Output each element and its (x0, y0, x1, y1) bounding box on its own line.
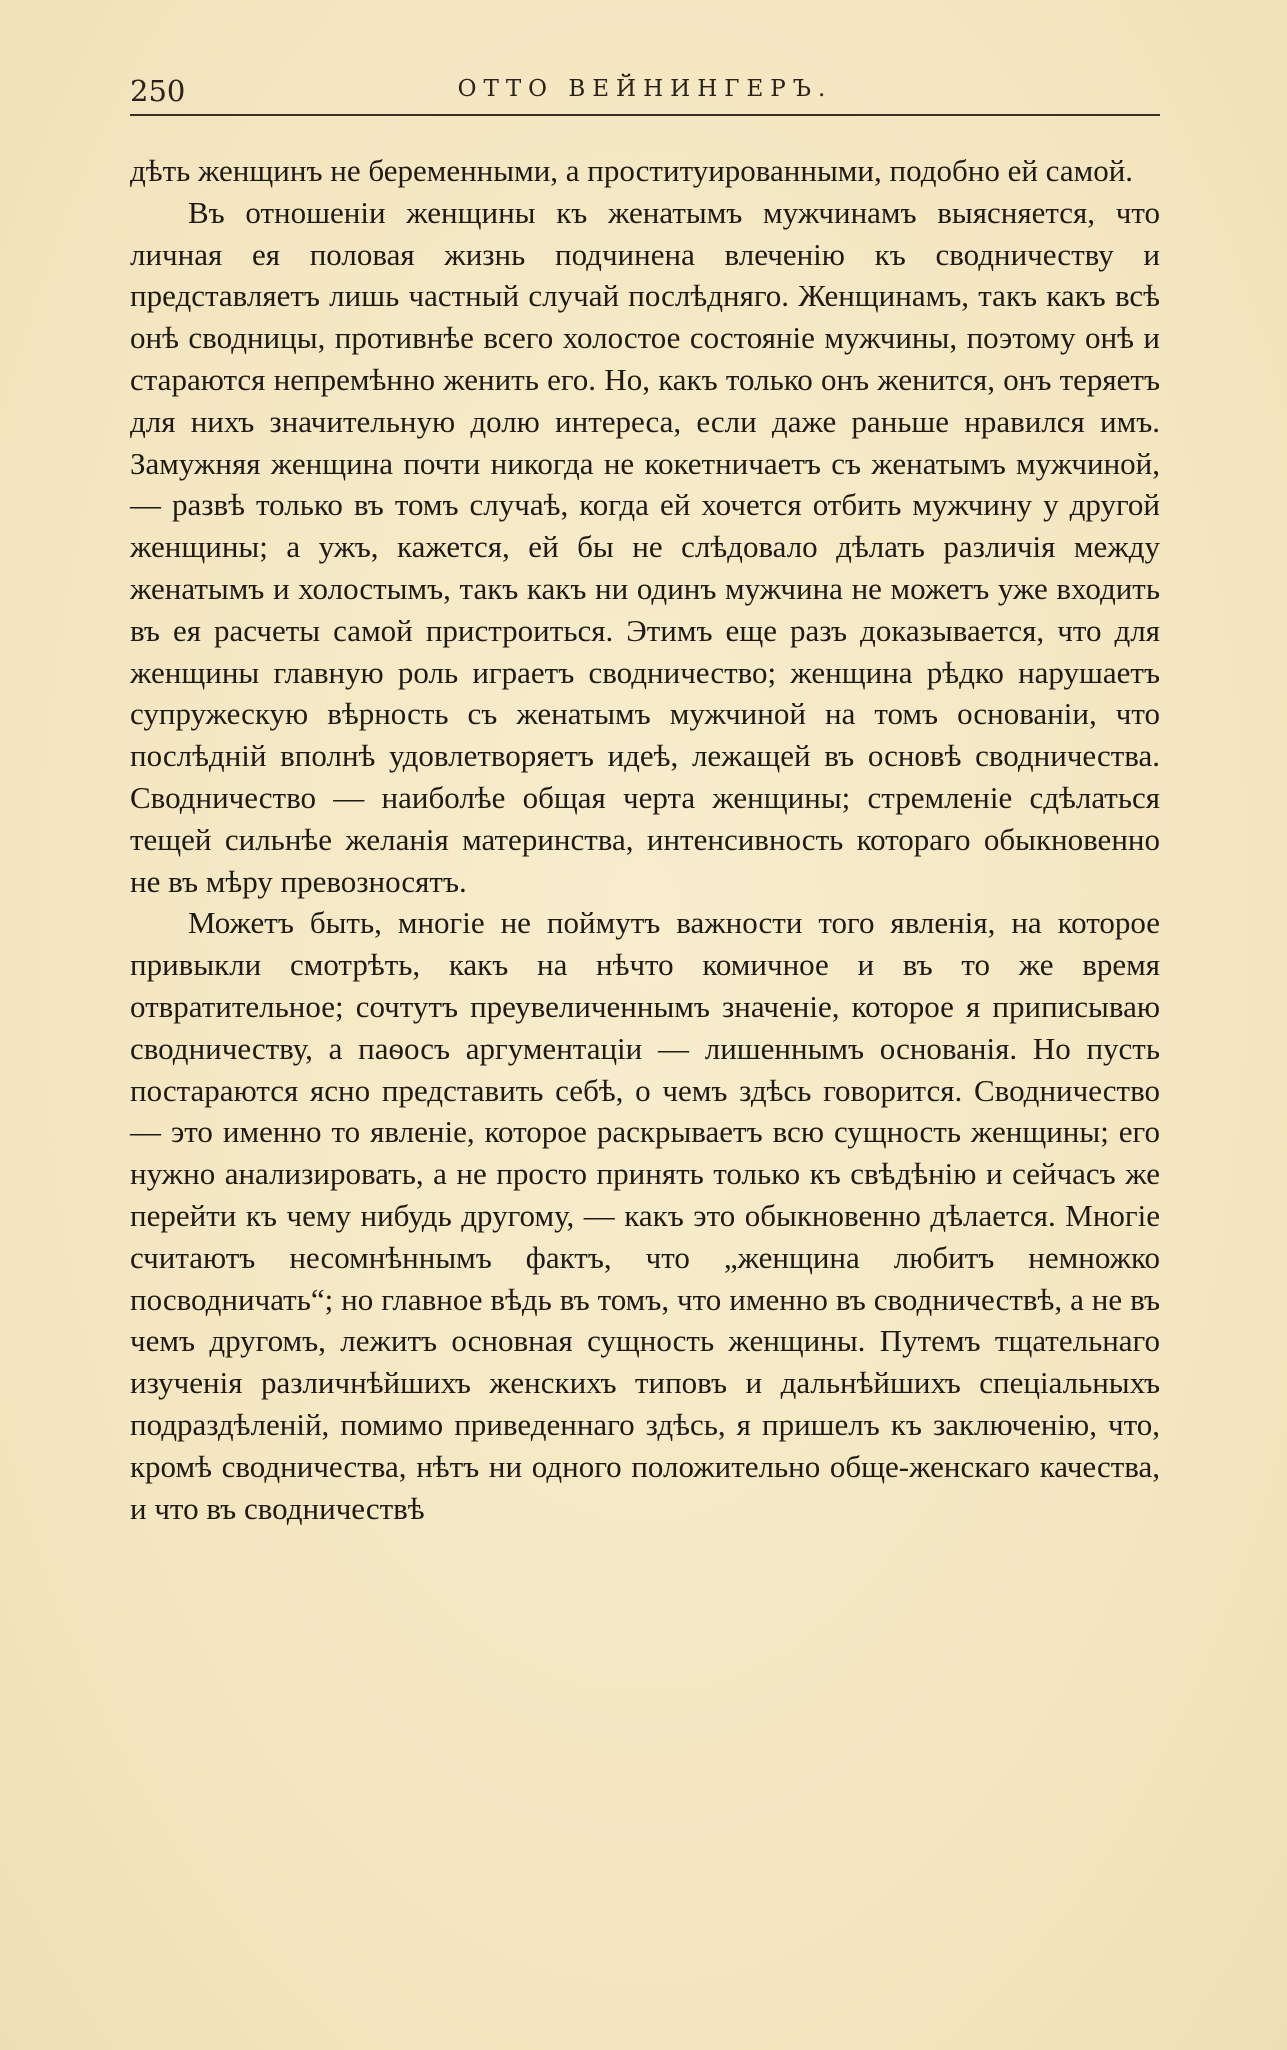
page-number: 250 (130, 74, 186, 108)
running-title: ОТТО ВЕЙНИНГЕРЪ. (457, 76, 833, 102)
paragraph: Въ отношеніи женщины къ женатымъ мужчинамъ выясняется, что личная ея половая жизнь подчинена влеченію къ сводничеству и представляетъ лишь частный случай послѣдняго. Женщинамъ, такъ какъ всѣ онѣ сводницы, противнѣе всего холостое состояніе мужчины, поэтому онѣ и стараются непремѣнно женить его. Но, какъ только онъ женится, онъ теряетъ для нихъ значительную долю интереса, если даже раньше нравился имъ. Замужняя женщина почти никогда не кокетничаетъ съ женатымъ мужчиной, — развѣ только въ томъ случаѣ, когда ей хочется отбить мужчину у другой женщины; а ужъ, кажется, ей бы не слѣдовало дѣлать различія между женатымъ и холостымъ, такъ какъ ни одинъ мужчина не можетъ уже входить въ ея расчеты самой пристроиться. Этимъ еще разъ доказывается, что для женщины главную роль играетъ сводничество; женщина рѣдко нарушаетъ супружескую вѣрность съ женатымъ мужчиной на томъ основаніи, что послѣдній вполнѣ удовлетворяетъ идеѣ, лежащей въ основѣ сводничества. Сводничество — наиболѣе общая черта женщины; стремленіе сдѣлаться тещей сильнѣе желанія материнства, интенсивность котораго обыкновенно не въ мѣру превозносятъ. (130, 194, 1160, 899)
paragraph: Можетъ быть, многіе не поймутъ важности того явленія, на которое привыкли смотрѣть, какъ на нѣчто комичное и въ то же время отвратительное; сочтутъ преувеличеннымъ значеніе, которое я приписываю сводничеству, а паѳосъ аргументаціи — лишеннымъ основанія. Но пусть постараются ясно представить себѣ, о чемъ здѣсь говорится. Сводничество — это именно то явленіе, которое раскрываетъ всю сущность женщины; его нужно анализировать, а не просто принять только къ свѣдѣнію и сейчасъ же перейти къ чему нибудь другому, — какъ это обыкновенно дѣлается. Многіе считаютъ несомнѣннымъ фактъ, что „женщина любитъ немножко посводничать“; но главное вѣдь въ томъ, что именно въ сводничествѣ, а не въ чемъ другомъ, лежитъ основная сущность женщины. Путемъ тщательнаго изученія различнѣйшихъ женскихъ типовъ и дальнѣйшихъ спеціальныхъ подраздѣленій, помимо приведеннаго здѣсь, я пришелъ къ заключенію, что, кромѣ сводничества, нѣтъ ни одного положительно обще-женскаго качества, и что въ сводничествѣ (130, 905, 1160, 1526)
paragraph-continuation: дѣть женщинъ не беременными, а проституированными, подобно ей самой. (130, 153, 1134, 188)
header-rule (130, 114, 1160, 116)
page-header (130, 70, 1160, 116)
body-text (130, 150, 1160, 1529)
